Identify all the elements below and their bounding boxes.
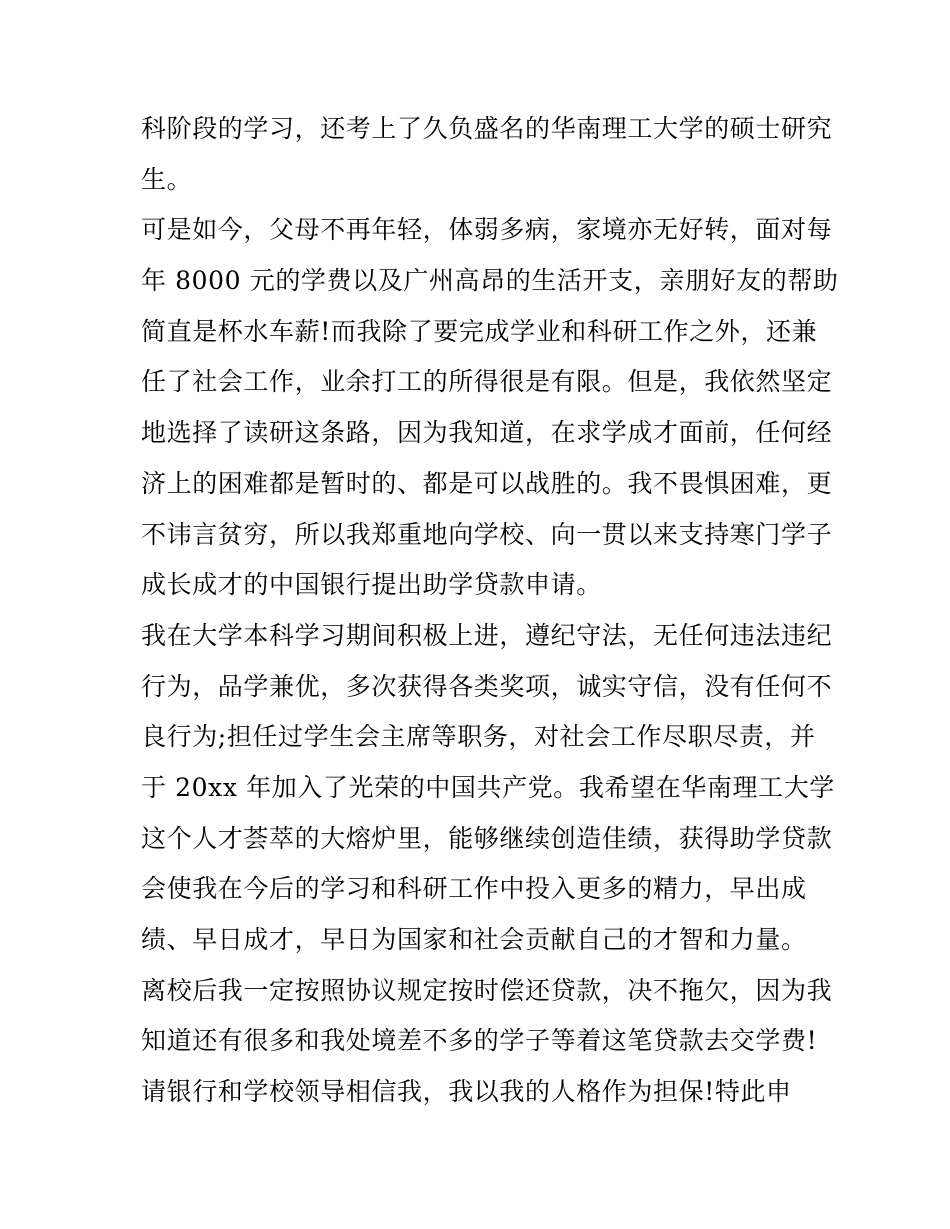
text-line: 行为，品学兼优，多次获得各类奖项，诚实守信，没有任何不	[141, 671, 833, 701]
text-line: 年 8000 元的学费以及广州高昂的生活开支，亲朋好友的帮助	[141, 266, 839, 296]
text-line: 这个人才荟萃的大熔炉里，能够继续创造佳绩，获得助学贷款	[141, 823, 833, 853]
text-line: 简直是杯水车薪!而我除了要完成学业和科研工作之外，还兼	[141, 316, 818, 346]
text-line: 济上的困难都是暂时的、都是可以战胜的。我不畏惧困难，更	[141, 468, 833, 498]
text-line: 不讳言贫穷，所以我郑重地向学校、向一贯以来支持寒门学子	[141, 519, 833, 549]
text-line: 于 20xx 年加入了光荣的中国共产党。我希望在华南理工大学	[141, 772, 835, 802]
text-line: 生。	[141, 164, 193, 194]
text-line: 会使我在今后的学习和科研工作中投入更多的精力，早出成	[141, 874, 807, 904]
text-line: 离校后我一定按照协议规定按时偿还贷款，决不拖欠，因为我	[141, 975, 833, 1005]
text-line: 科阶段的学习，还考上了久负盛名的华南理工大学的硕士研究	[141, 114, 833, 143]
text-line: 可是如今，父母不再年轻，体弱多病，家境亦无好转，面对每	[141, 215, 833, 245]
text-line: 知道还有很多和我处境差不多的学子等着这笔贷款去交学费!	[141, 1026, 818, 1056]
text-line: 成长成才的中国银行提出助学贷款申请。	[141, 570, 602, 600]
text-line: 良行为;担任过学生会主席等职务，对社会工作尽职尽责，并	[141, 722, 816, 752]
body-text	[141, 104, 839, 1118]
text-line: 地选择了读研这条路，因为我知道，在求学成才面前，任何经	[141, 418, 833, 448]
text-line: 绩、早日成才，早日为国家和社会贡献自己的才智和力量。	[141, 925, 807, 954]
text-line: 任了社会工作，业余打工的所得很是有限。但是，我依然坚定	[141, 367, 833, 397]
text-line: 我在大学本科学习期间积极上进，遵纪守法，无任何违法违纪	[141, 620, 833, 650]
text-line: 请银行和学校领导相信我，我以我的人格作为担保!特此申	[141, 1077, 792, 1107]
